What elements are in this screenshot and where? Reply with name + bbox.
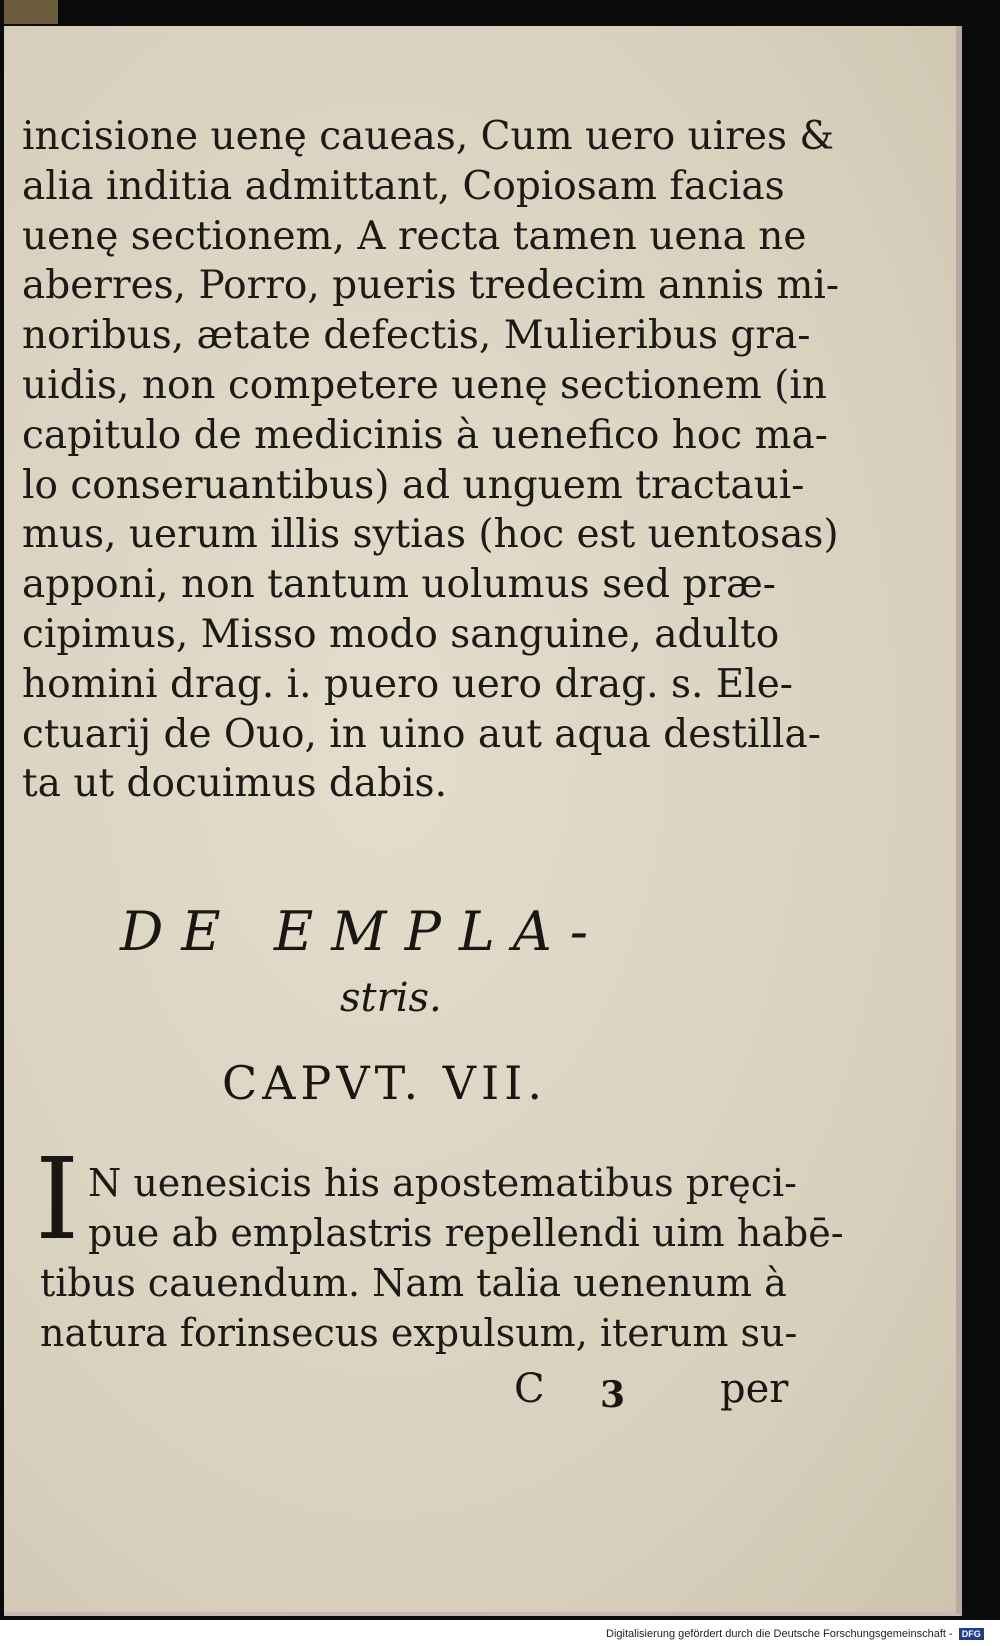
text-line: N uenesicis his apostematibus pręci- xyxy=(88,1161,797,1205)
text-line: incisione uenę caueas, Cum uero uires & xyxy=(22,114,835,159)
text-line: capitulo de medicinis à uenefico hoc ma- xyxy=(22,412,828,458)
text-line: ctuarij de Ouo, in uino aut aqua destilla- xyxy=(22,711,821,757)
text-line: mus, uerum illis sytias (hoc est uentosas) xyxy=(22,512,839,558)
chapter-heading-continuation: stris. xyxy=(340,975,442,1021)
chapter-text-block xyxy=(40,1158,844,1358)
text-line: lo conseruantibus) ad unguem tractaui- xyxy=(22,462,805,508)
dfg-logo: DFG xyxy=(959,1628,984,1640)
signature-number: 3 xyxy=(600,1374,626,1416)
text-line: alia inditia admittant, Copiosam facias xyxy=(22,163,785,209)
text-line: ta ut docuimus dabis. xyxy=(22,761,447,807)
catchword: per xyxy=(720,1366,789,1412)
text-line: pue ab emplastris repellendi uim habē- xyxy=(88,1211,844,1255)
text-line: uidis, non competere uenę sectionem (in xyxy=(22,362,827,408)
text-line: cipimus, Misso modo sanguine, adulto xyxy=(22,611,780,657)
credit-text: Digitalisierung gefördert durch die Deutsche Forschungsgemeinschaft - xyxy=(606,1628,953,1640)
text-line: tibus cauendum. Nam talia uenenum à xyxy=(40,1261,787,1305)
text-line: homini drag. i. puero uero drag. s. Ele- xyxy=(22,661,793,707)
digitization-credit xyxy=(606,1628,984,1640)
chapter-number: CAPVT. VII. xyxy=(222,1056,547,1110)
text-line: noribus, ætate defectis, Mulieribus gra- xyxy=(22,313,811,359)
text-line: uenę sectionem, A recta tamen uena ne xyxy=(22,213,807,259)
text-line: apponi, non tantum uolumus sed præ- xyxy=(22,562,776,608)
signature-mark: C xyxy=(514,1366,545,1412)
text-line: aberres, Porro, pueris tredecim annis mi- xyxy=(22,263,840,309)
drop-cap-initial: I xyxy=(35,1135,80,1265)
body-text-block xyxy=(22,112,840,809)
chapter-heading-title: DE EMPLA- xyxy=(120,900,607,963)
text-line: natura forinsecus expulsum, iterum su- xyxy=(40,1311,798,1355)
page-corner-tab xyxy=(4,0,58,24)
